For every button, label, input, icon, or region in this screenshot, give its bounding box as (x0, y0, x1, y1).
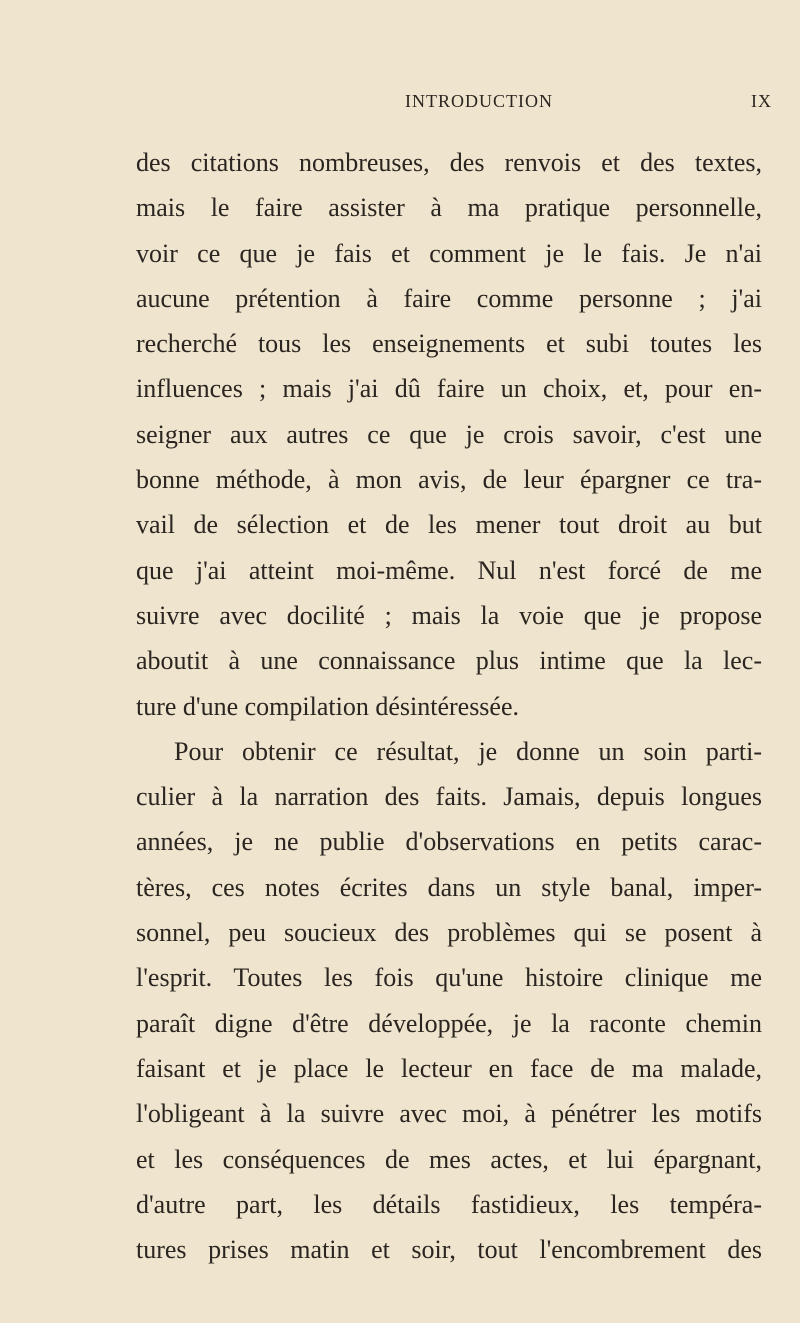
running-head-title: INTRODUCTION (405, 91, 553, 111)
text-line: Pour obtenir ce résultat, je donne un soin parti- (174, 736, 762, 766)
text-line: l'obligeant à la suivre avec moi, à pénétrer les motifs (136, 1099, 762, 1129)
text-line: sonnel, peu soucieux des problèmes qui se posent à (136, 918, 762, 948)
text-line: aboutit à une connaissance plus intime que la lec- (136, 646, 762, 676)
text-line: tures prises matin et soir, tout l'encombrement des (136, 1235, 762, 1265)
text-line: voir ce que je fais et comment je le fais. Je n'ai (136, 238, 762, 268)
text-line: que j'ai atteint moi-même. Nul n'est forcé de me (136, 555, 762, 585)
text-line: seigner aux autres ce que je crois savoir, c'est une (136, 419, 762, 449)
body-text (136, 140, 762, 1272)
text-line: culier à la narration des faits. Jamais, depuis longues (136, 782, 762, 812)
text-line: tères, ces notes écrites dans un style banal, imper- (136, 872, 762, 902)
page-number: IX (751, 91, 772, 111)
text-line: faisant et je place le lecteur en face de ma malade, (136, 1053, 762, 1083)
text-line: bonne méthode, à mon avis, de leur épargner ce tra- (136, 465, 762, 495)
text-line: et les conséquences de mes actes, et lui épargnant, (136, 1144, 762, 1174)
text-line: paraît digne d'être développée, je la raconte chemin (136, 1008, 762, 1038)
text-line: mais le faire assister à ma pratique personnelle, (136, 193, 762, 223)
text-line: recherché tous les enseignements et subi toutes les (136, 329, 762, 359)
text-line: influences ; mais j'ai dû faire un choix, et, pour en- (136, 374, 762, 404)
text-line: des citations nombreuses, des renvois et des textes, (136, 148, 762, 177)
text-line: années, je ne publie d'observations en petits carac- (136, 827, 762, 857)
text-line: ture d'une compilation désintéressée. (136, 691, 520, 721)
text-line: d'autre part, les détails fastidieux, les tempéra- (136, 1189, 762, 1219)
text-line: l'esprit. Toutes les fois qu'une histoire clinique me (136, 963, 762, 993)
running-head (148, 91, 772, 119)
text-line: aucune prétention à faire comme personne ; j'ai (136, 283, 762, 313)
text-line: suivre avec docilité ; mais la voie que je propose (136, 600, 762, 630)
text-line: vail de sélection et de les mener tout droit au but (136, 510, 762, 540)
